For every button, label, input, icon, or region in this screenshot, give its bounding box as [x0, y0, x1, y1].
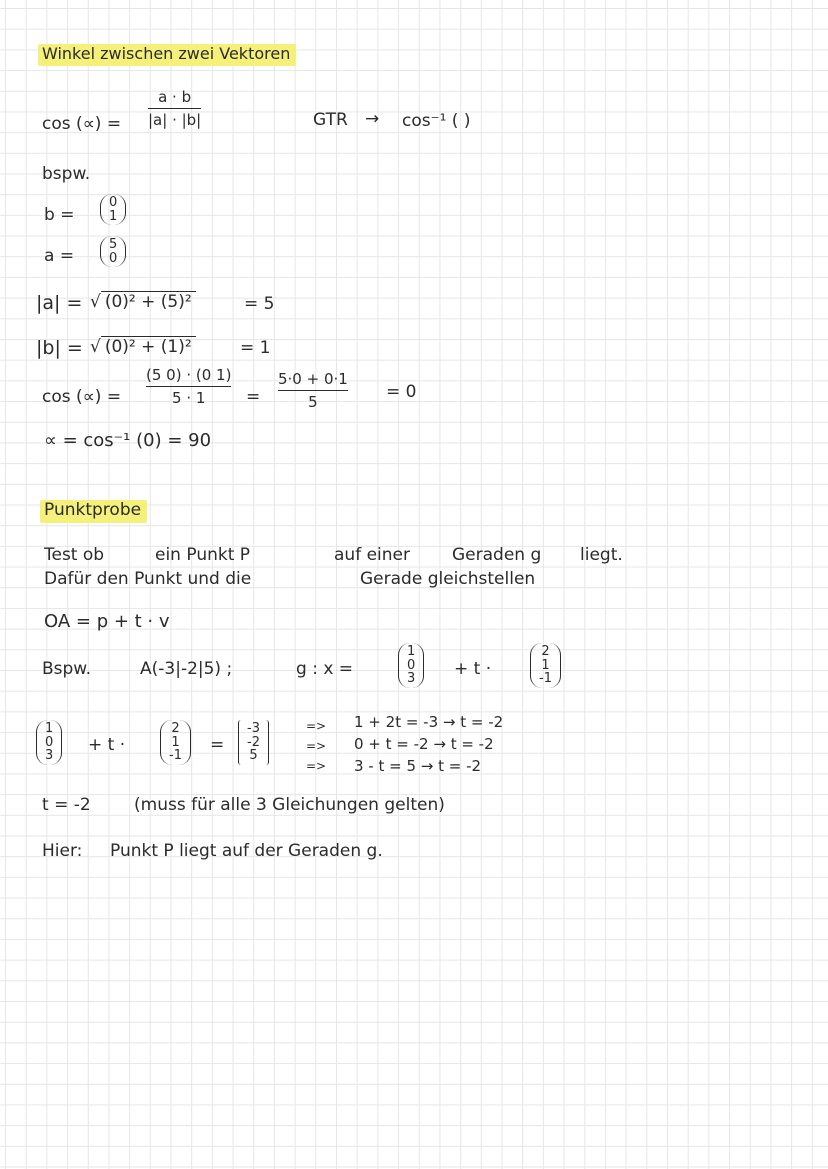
vector-entry: 1 — [45, 721, 54, 736]
fraction-numerator: (5 0) · (0 1) — [146, 366, 232, 384]
row-plus-t: + t · — [88, 735, 126, 755]
abs-b-result: = 1 — [240, 338, 271, 358]
vector-entry: -2 — [247, 734, 260, 750]
vector-entry: 1 — [407, 644, 416, 659]
equals-sign: = — [246, 387, 261, 407]
vector-entry: 5 — [109, 237, 118, 252]
abs-a-root: √ (0)² + (5)² — [90, 292, 196, 312]
vector-entry: 1 — [109, 208, 118, 224]
vector-entry: 1 — [541, 657, 550, 673]
point-a: A(-3|-2|5) ; — [140, 659, 233, 679]
target-vector — [238, 720, 269, 765]
bspw-label-2: Bspw. — [42, 659, 92, 679]
vector-entry: 2 — [541, 644, 550, 659]
implies-2: => — [306, 739, 327, 753]
cos-formula-fraction — [148, 88, 201, 129]
equation-1: 1 + 2t = -3 → t = -2 — [354, 713, 504, 731]
intro-text-1c: auf einer — [334, 545, 410, 565]
bspw-label: bspw. — [42, 164, 91, 184]
abs-b-root: √ (0)² + (1)² — [90, 337, 196, 357]
cos-calc-lhs: cos (∝) = — [42, 387, 122, 407]
vector-entry: 5 — [249, 748, 258, 764]
radicand: (0)² + (5)² — [101, 291, 196, 312]
fraction-numerator: a · b — [158, 88, 192, 106]
intro-text-2b: Gerade gleichstellen — [360, 569, 536, 589]
vector-entry: -3 — [247, 721, 260, 736]
intro-text-1b: ein Punkt P — [155, 545, 251, 565]
row-support-vector — [36, 720, 62, 765]
vector-equation: OA = p + t · v — [44, 611, 170, 632]
equation-3: 3 - t = 5 → t = -2 — [354, 757, 482, 775]
vector-entry: 0 — [109, 195, 118, 210]
implies-1: => — [306, 719, 327, 733]
cos-calc-result: = 0 — [386, 382, 417, 402]
plus-t: + t · — [454, 659, 492, 679]
fraction-denominator: 5 — [308, 393, 318, 411]
gtr-label: GTR — [313, 110, 348, 130]
fraction-numerator: 5·0 + 0·1 — [278, 370, 348, 388]
vector-entry: 0 — [407, 657, 416, 673]
radicand: (0)² + (1)² — [101, 336, 196, 357]
vector-a-def: a = — [44, 246, 75, 266]
intro-text-1a: Test ob — [44, 545, 105, 565]
t-result: t = -2 — [42, 795, 91, 815]
vector-entry: 3 — [45, 748, 54, 764]
cos-calc-fraction-2 — [278, 370, 348, 411]
intro-text-2a: Dafür den Punkt und die — [44, 569, 252, 589]
row-direction-vector — [160, 720, 191, 765]
hier-label: Hier: — [42, 841, 83, 861]
vector-entry: 3 — [407, 671, 416, 687]
section-title-punktprobe: Punktprobe — [40, 500, 147, 523]
vector-b — [100, 194, 126, 225]
implies-3: => — [306, 759, 327, 773]
abs-a-result: = 5 — [244, 294, 275, 314]
intro-text-1e: liegt. — [580, 545, 623, 565]
vector-entry: 0 — [45, 734, 54, 750]
line-g-equation: g : x = — [296, 659, 354, 679]
vector-entry: 2 — [171, 721, 180, 736]
cos-calc-fraction — [146, 366, 231, 407]
vector-entry: 0 — [109, 250, 118, 266]
section-title-winkel: Winkel zwischen zwei Vektoren — [38, 44, 296, 66]
support-vector — [398, 643, 424, 688]
intro-text-1d: Geraden g — [452, 545, 542, 565]
fraction-denominator: |a| · |b| — [148, 111, 202, 129]
alpha-result: ∝ = cos⁻¹ (0) = 90 — [44, 430, 212, 451]
vector-a — [100, 236, 126, 267]
gtr-inverse-cos: cos⁻¹ ( ) — [402, 111, 471, 131]
vector-entry: 1 — [171, 734, 180, 750]
fraction-denominator: 5 · 1 — [172, 389, 206, 407]
direction-vector — [530, 643, 561, 688]
abs-a-label: |a| = — [36, 292, 83, 314]
equation-2: 0 + t = -2 → t = -2 — [354, 735, 494, 753]
note-text: (muss für alle 3 Gleichungen gelten) — [134, 795, 445, 815]
cos-formula-lhs: cos (∝) = — [42, 114, 122, 134]
conclusion-text: Punkt P liegt auf der Geraden g. — [110, 841, 383, 861]
vector-entry: -1 — [169, 748, 182, 764]
arrow-icon: → — [365, 109, 380, 129]
abs-b-label: |b| = — [36, 337, 83, 359]
vector-b-def: b = — [44, 205, 75, 225]
vector-entry: -1 — [539, 671, 552, 687]
row-equals: = — [210, 735, 225, 755]
